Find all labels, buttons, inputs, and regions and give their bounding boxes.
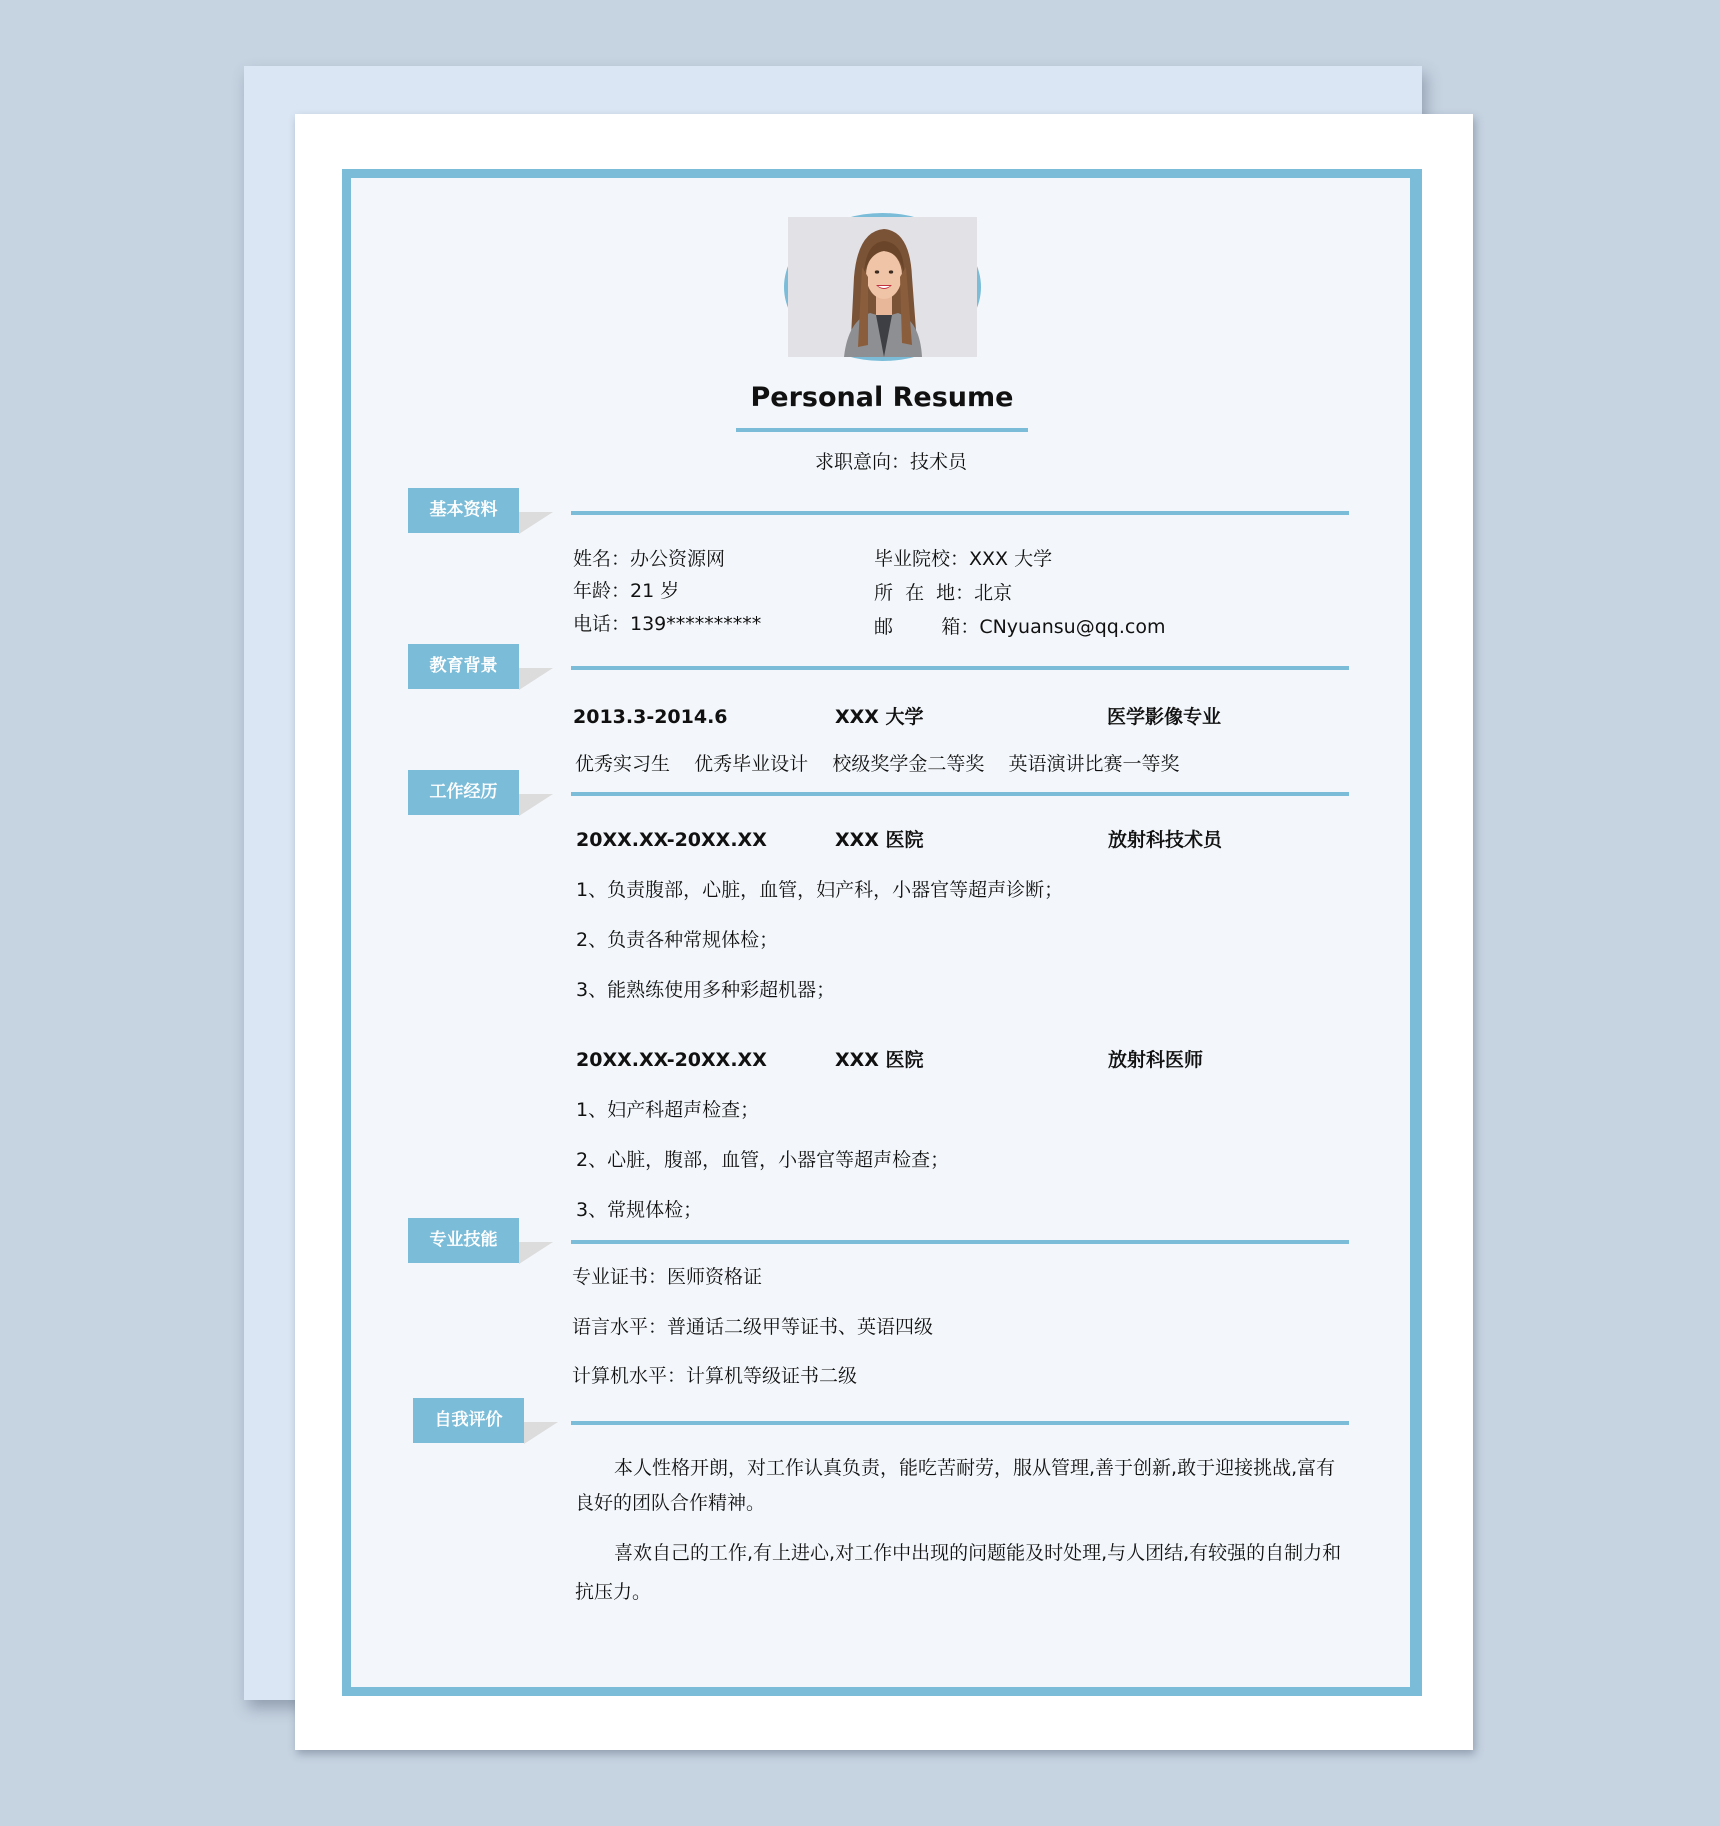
- self-eval-paragraph-2-line-2: 抗压力。: [575, 1581, 652, 1603]
- job-2-duty-1: 1、妇产科超声检查；: [576, 1099, 760, 1121]
- job-2-duty-3: [576, 1198, 702, 1208]
- section-label-skills: 专业技能: [408, 1218, 519, 1263]
- info-school: 毕业院校：XXX 大学: [874, 548, 1053, 570]
- label-tail-decoration: [519, 512, 553, 534]
- self-eval-paragraph-2-line-1: 喜欢自己的工作,有上进心,对工作中出现的问题能及时处理,与人团结,有较强的自制力和: [614, 1542, 1342, 1564]
- portrait-icon: [788, 217, 977, 357]
- education-period: 2013.3-2014.6: [573, 706, 728, 728]
- job-1-duty-3: 3、能熟练使用多种彩超机器；: [576, 979, 836, 1001]
- section-rule-education: [571, 666, 1349, 670]
- job-2-period: 20XX.XX-20XX.XX: [576, 1049, 767, 1071]
- label-tail-decoration: [519, 1242, 553, 1264]
- label-tail-decoration: [519, 668, 553, 690]
- section-label-work: 工作经历: [408, 770, 519, 815]
- education-major: 医学影像专业: [1107, 706, 1222, 728]
- job-1-company: XXX 医院: [835, 829, 924, 851]
- job-2-role: 放射科医师: [1108, 1049, 1204, 1071]
- education-school: XXX 大学: [835, 706, 924, 728]
- section-label-education: 教育背景: [408, 644, 519, 689]
- skill-language: 语言水平：普通话二级甲等证书、英语四级: [572, 1316, 934, 1338]
- job-2-company: XXX 医院: [835, 1049, 924, 1071]
- section-label-basic-info: 基本资料: [408, 488, 519, 533]
- skill-certificate: 专业证书：医师资格证: [572, 1266, 763, 1288]
- section-rule-work: [571, 792, 1349, 796]
- section-label-self-evaluation: 自我评价: [413, 1398, 524, 1443]
- job-objective: 求职意向：技术员: [814, 451, 967, 473]
- job-1-duty-1: 1、负责腹部，心脏，血管，妇产科，小器官等超声诊断；: [576, 879, 1064, 901]
- section-rule-skills: [571, 1240, 1349, 1244]
- info-email: 邮 箱：CNyuansu@qq.com: [874, 616, 1166, 638]
- section-rule-self-evaluation: [571, 1421, 1349, 1425]
- info-name: 姓名：办公资源网: [573, 548, 726, 570]
- info-location: 所 在 地：北京: [874, 582, 1013, 604]
- section-rule-basic-info: [571, 511, 1349, 515]
- job-2-duty-2: 2、心脏，腹部，血管，小器官等超声检查；: [576, 1149, 950, 1171]
- education-honors: 优秀实习生 优秀毕业设计 校级奖学金二等奖 英语演讲比赛一等奖: [575, 753, 1180, 775]
- title-underline: [736, 428, 1028, 432]
- profile-photo: [784, 213, 981, 361]
- self-eval-paragraph-1-line-2: 良好的团队合作精神。: [575, 1492, 766, 1514]
- self-eval-paragraph-1-line-1: 本人性格开朗，对工作认真负责，能吃苦耐劳，服从管理,善于创新,敢于迎接挑战,富有: [614, 1457, 1336, 1479]
- label-tail-decoration: [524, 1422, 558, 1444]
- label-tail-decoration: [519, 794, 553, 816]
- info-age: 年龄：21 岁: [573, 580, 680, 602]
- job-1-period: 20XX.XX-20XX.XX: [576, 829, 767, 851]
- resume-title: Personal Resume: [750, 382, 1014, 413]
- info-phone: 电话：139**********: [573, 613, 762, 635]
- job-1-role: 放射科技术员: [1108, 829, 1223, 851]
- job-1-duty-2: 2、负责各种常规体检；: [576, 929, 779, 951]
- skill-computer: 计算机水平：计算机等级证书二级: [572, 1365, 858, 1387]
